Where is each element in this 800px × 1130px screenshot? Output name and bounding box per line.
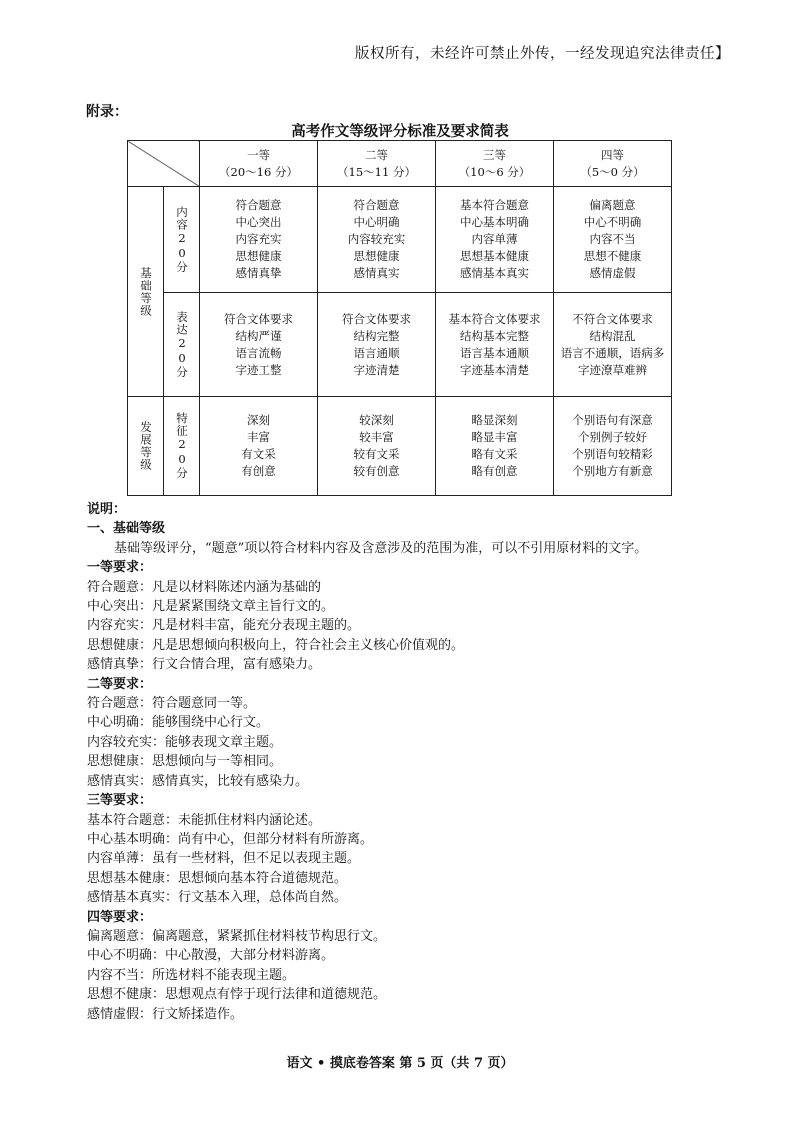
features-label: 特征20分 [164,397,200,496]
appendix-label: 附录： [86,104,128,120]
table-cell: 偏离题意 中心不明确 内容不当 思想不健康 感情虚假 [554,187,672,293]
table-cell: 略显深刻 略显丰富 略有文采 略有创意 [436,397,554,496]
grade-header: 二等 （15～11 分） [318,141,436,187]
requirement-line: 偏离题意：偏离题意，紧紧抓住材料枝节构思行文。 [87,928,387,944]
requirement-line: 中心不明确：中心散漫，大部分材料游离。 [87,948,335,964]
grade-header: 四等 （5～0 分） [554,141,672,187]
requirement-line: 内容不当：所选材料不能表现主题。 [87,967,296,983]
level-heading: 三等要求： [87,793,153,809]
requirement-line: 中心基本明确：尚有中心，但部分材料有所游离。 [87,831,374,847]
section-heading: 一、基础等级 [87,521,166,537]
paragraph: 基础等级评分，“题意”项以符合材料内容及含意涉及的范围为准，可以不引用原材料的文字。 [114,540,648,556]
requirement-line: 思想基本健康：思想倾向基本符合道德规范。 [87,870,348,886]
notes-section [87,500,787,1024]
table-corner [128,141,200,187]
requirement-line: 内容较充实：能够表现文章主题。 [87,734,283,750]
requirement-line: 内容充实：凡是材料丰富，能充分表现主题的。 [87,618,361,634]
expression-label: 表达20分 [164,293,200,397]
requirement-line: 内容单薄：虽有一些材料，但不足以表现主题。 [87,851,361,867]
grading-table [127,140,672,496]
table-cell: 不符合文体要求 结构混乱 语言不通顺，语病多 字迹潦草难辨 [554,293,672,397]
grade-header: 三等 （10～6 分） [436,141,554,187]
table-cell: 深刻 丰富 有文采 有创意 [200,397,318,496]
requirement-line: 感情基本真实：行文基本入理，总体尚自然。 [87,890,348,906]
content-label: 内容20分 [164,187,200,293]
table-cell: 符合文体要求 结构完整 语言通顺 字迹清楚 [318,293,436,397]
table-cell: 基本符合文体要求 结构基本完整 语言基本通顺 字迹基本清楚 [436,293,554,397]
copyright-notice: 版权所有，未经许可禁止外传，一经发现追究法律责任】 [355,46,730,62]
page-footer: 语文 • 摸底卷答案 第 5 页（共 7 页） [286,1056,514,1071]
requirement-line: 中心明确：能够围绕中心行文。 [87,715,270,731]
level-heading: 一等要求： [87,560,153,576]
requirement-line: 感情虚假：行文矫揉造作。 [87,1006,244,1022]
grade-header: 一等 （20～16 分） [200,141,318,187]
requirement-line: 感情真挚：行文合情合理，富有感染力。 [87,657,322,673]
table-cell: 较深刻 较丰富 较有文采 较有创意 [318,397,436,496]
requirement-line: 思想不健康：思想观点有悖于现行法律和道德规范。 [87,987,387,1003]
dev-level-label: 发展等级 [128,397,164,496]
requirement-line: 中心突出：凡是紧紧围绕文章主旨行文的。 [87,599,335,615]
requirement-line: 符合题意：符合题意同一等。 [87,696,257,712]
basic-level-label: 基础等级 [128,187,164,397]
requirement-line: 思想健康：凡是思想倾向积极向上，符合社会主义核心价值观的。 [87,637,465,653]
table-cell: 基本符合题意 中心基本明确 内容单薄 思想基本健康 感情基本真实 [436,187,554,293]
requirement-line: 基本符合题意：未能抓住材料内涵论述。 [87,812,322,828]
level-heading: 四等要求： [87,909,153,925]
table-cell: 符合文体要求 结构严谨 语言流畅 字迹工整 [200,293,318,397]
requirement-line: 感情真实：感情真实，比较有感染力。 [87,773,309,789]
table-cell: 符合题意 中心明确 内容较充实 思想健康 感情真实 [318,187,436,293]
requirement-line: 思想健康：思想倾向与一等相同。 [87,754,283,770]
notes-heading: 说明： [87,502,127,517]
level-heading: 二等要求： [87,676,153,692]
table-title: 高考作文等级评分标准及要求简表 [291,124,509,140]
requirement-line: 符合题意：凡是以材料陈述内涵为基础的 [87,579,322,595]
table-cell: 个别语句有深意 个别例子较好 个别语句较精彩 个别地方有新意 [554,397,672,496]
table-cell: 符合题意 中心突出 内容充实 思想健康 感情真挚 [200,187,318,293]
